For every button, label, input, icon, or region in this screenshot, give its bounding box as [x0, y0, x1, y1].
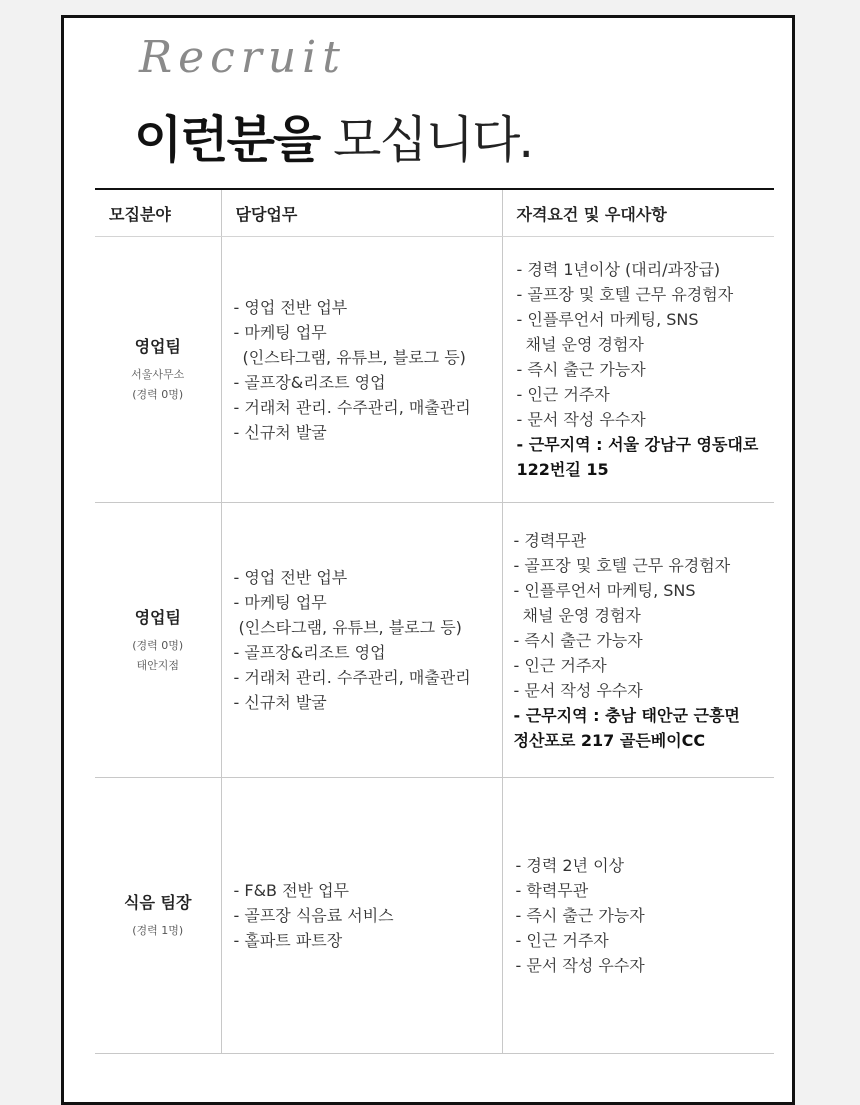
qual-line: - 즉시 출근 가능자 — [513, 630, 643, 650]
field-name: 영업팀 — [134, 607, 181, 627]
duty-line: - 홀파트 파트장 — [233, 931, 343, 950]
duty-line: - F&B 전반 업무 — [233, 881, 350, 900]
table-row — [95, 778, 774, 1054]
field-sub: 태안지점 — [136, 658, 179, 672]
qual-line: - 인근 거주자 — [516, 385, 610, 404]
qual-line: - 문서 작성 우수자 — [513, 680, 643, 700]
duties-cell — [221, 237, 502, 503]
qualifications-cell — [502, 237, 774, 503]
duty-line: (인스타그램, 유튜브, 블로그 등) — [238, 618, 462, 637]
qual-line: - 인플루언서 마케팅, SNS — [513, 580, 696, 600]
qual-line: - 인근 거주자 — [513, 655, 607, 675]
header-field: 모집분야 — [95, 189, 221, 237]
field-name: 식음 팀장 — [124, 893, 192, 912]
field-name: 영업팀 — [134, 337, 181, 356]
duties-cell — [221, 503, 502, 778]
work-location-line: - 근무지역 : 충남 태안군 근흥면 — [513, 705, 740, 725]
table-header-row — [95, 189, 774, 237]
duty-line: - 거래처 관리. 수주관리, 매출관리 — [233, 668, 471, 687]
work-location-line: - 근무지역 : 서울 강남구 영동대로 — [516, 435, 759, 454]
qual-line: - 즉시 출근 가능자 — [516, 360, 646, 379]
field-cell — [95, 503, 221, 778]
table-row — [95, 503, 774, 778]
qual-line: 채널 운영 경험자 — [525, 335, 644, 354]
qual-line: - 학력무관 — [515, 881, 589, 900]
duty-line: - 신규처 발굴 — [233, 422, 327, 442]
qual-line: - 경력 1년이상 (대리/과장급) — [516, 260, 721, 279]
duty-line: - 거래처 관리. 수주관리, 매출관리 — [233, 397, 471, 417]
qual-line: - 인플루언서 마케팅, SNS — [516, 310, 699, 329]
table-row — [95, 237, 774, 503]
title-light: 모십니다. — [319, 111, 533, 169]
duty-line: - 마케팅 업무 — [233, 593, 327, 612]
field-sub: 서울사무소 — [131, 368, 185, 381]
duty-line: - 신규처 발굴 — [233, 693, 327, 712]
page-title — [134, 100, 532, 172]
duty-line: - 골프장&리조트 영업 — [233, 643, 386, 662]
qual-line: - 문서 작성 우수자 — [516, 410, 646, 429]
field-sub: (경력 1명) — [132, 924, 184, 937]
duty-line: - 골프장 식음료 서비스 — [233, 906, 394, 925]
qualifications-cell — [502, 778, 774, 1054]
header-qualifications: 자격요건 및 우대사항 — [502, 189, 774, 237]
recruit-page — [61, 15, 795, 1105]
qual-line: - 경력무관 — [513, 530, 587, 550]
work-location-line: 122번길 15 — [516, 460, 609, 479]
duty-line: (인스타그램, 유튜브, 블로그 등) — [242, 347, 466, 367]
qualifications-cell — [502, 503, 774, 778]
duties-cell — [221, 778, 502, 1054]
duty-line: - 영업 전반 업부 — [233, 568, 348, 587]
duty-line: - 골프장&리조트 영업 — [233, 372, 386, 392]
field-cell — [95, 778, 221, 1054]
title-bold: 이런분을 — [134, 111, 320, 169]
duty-line: - 마케팅 업무 — [233, 322, 327, 342]
qual-line: - 즉시 출근 가능자 — [515, 906, 645, 925]
field-sub: (경력 0명) — [132, 638, 184, 652]
qual-line: 채널 운영 경험자 — [522, 605, 641, 625]
qual-line: - 골프장 및 호텔 근무 유경험자 — [513, 555, 731, 575]
qual-line: - 경력 2년 이상 — [515, 856, 624, 875]
field-cell — [95, 237, 221, 503]
field-sub: (경력 0명) — [132, 388, 184, 401]
recruit-table — [95, 188, 774, 1054]
qual-line: - 문서 작성 우수자 — [515, 956, 645, 975]
qual-line: - 인근 거주자 — [515, 931, 609, 950]
work-location-line: 정산포로 217 골든베이CC — [513, 730, 706, 750]
qual-line: - 골프장 및 호텔 근무 유경험자 — [516, 285, 734, 304]
recruit-script-heading: Recruit — [139, 32, 346, 83]
duty-line: - 영업 전반 업부 — [233, 297, 348, 317]
header-duties: 담당업무 — [221, 189, 502, 237]
